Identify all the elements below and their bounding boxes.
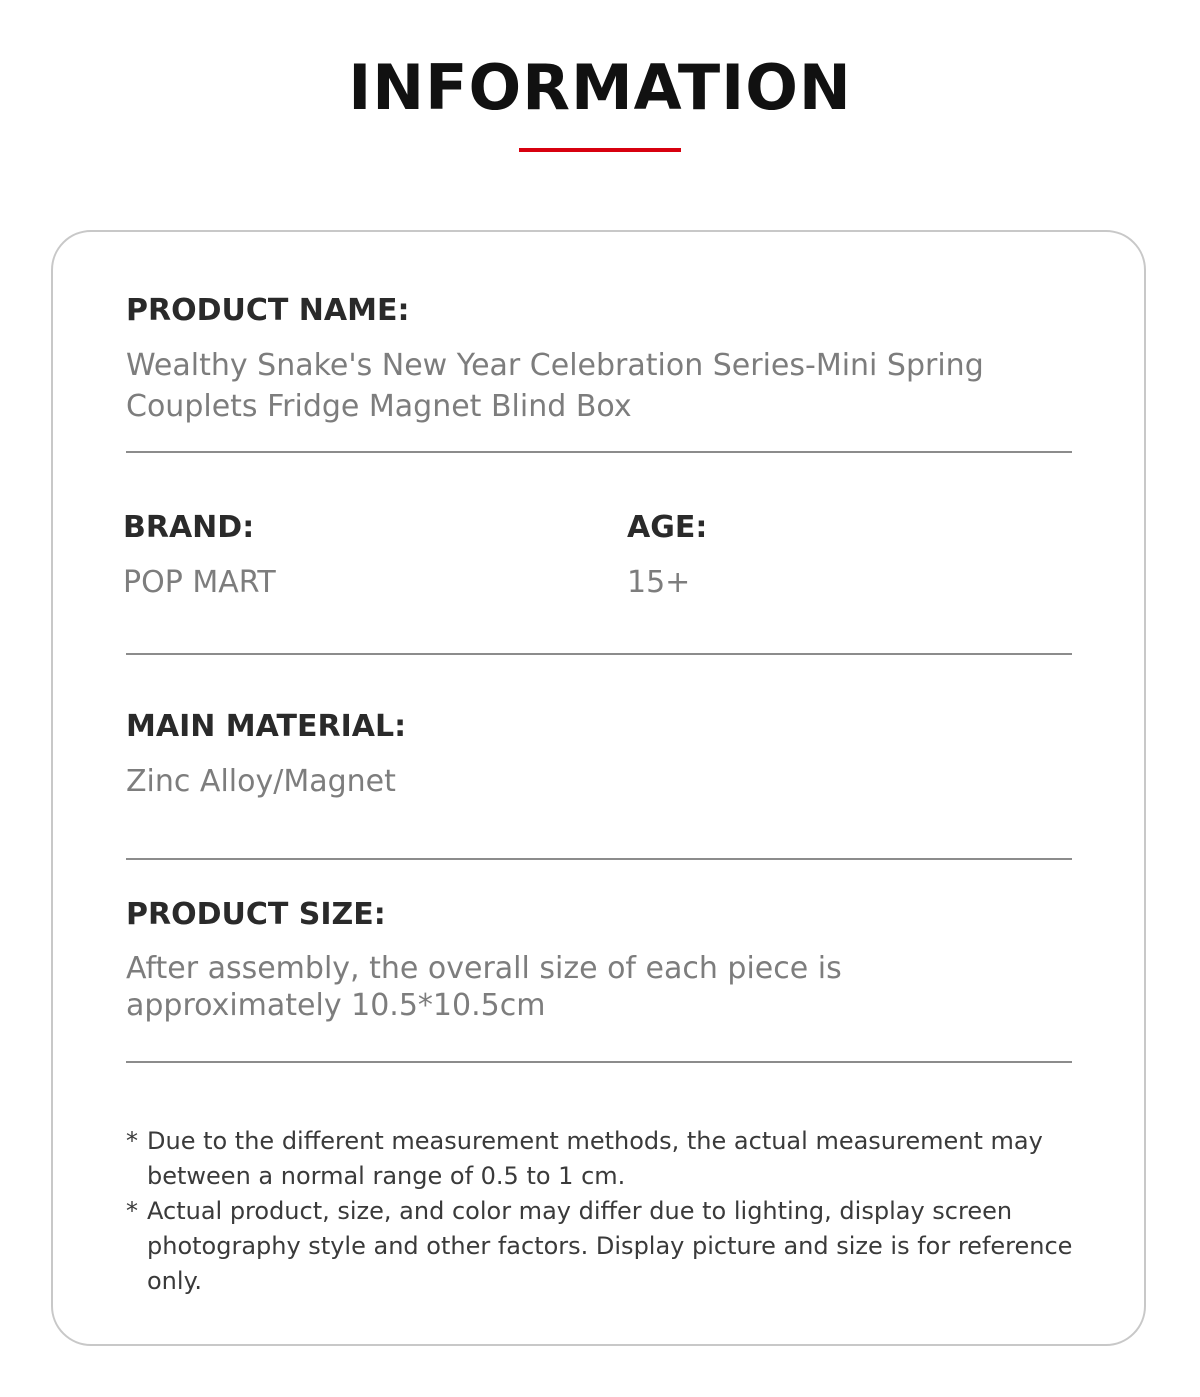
age-value: 15+ [627,565,691,600]
divider [126,858,1072,860]
divider [126,451,1072,453]
divider [126,653,1072,655]
note-item [126,1124,1086,1194]
product-size-value: After assembly, the overall size of each piece is approximately 10.5*10.5cm [126,951,842,1023]
asterisk-mark: * [126,1127,138,1155]
note-item [126,1194,1086,1299]
disclaimer-notes [126,1124,1086,1299]
title-underline [519,148,681,152]
asterisk-mark: * [126,1197,138,1225]
page-title: INFORMATION [348,51,852,124]
product-size-label: PRODUCT SIZE: [126,897,386,932]
main-material-value: Zinc Alloy/Magnet [126,764,396,799]
age-label: AGE: [627,510,708,545]
product-name-label: PRODUCT NAME: [126,293,410,328]
note-text: Due to the different measurement methods, the actual measurement may between a normal range of 0.5 to 1 cm. [147,1127,1043,1190]
brand-label: BRAND: [123,510,255,545]
product-name-value: Wealthy Snake's New Year Celebration Series-Mini Spring Couplets Fridge Magnet Blind Box [126,348,984,424]
divider [126,1061,1072,1063]
brand-value: POP MART [123,565,276,600]
note-text: Actual product, size, and color may differ due to lighting, display screen photography style and other factors. Display picture and size is for reference only. [147,1197,1073,1295]
main-material-label: MAIN MATERIAL: [126,709,407,744]
